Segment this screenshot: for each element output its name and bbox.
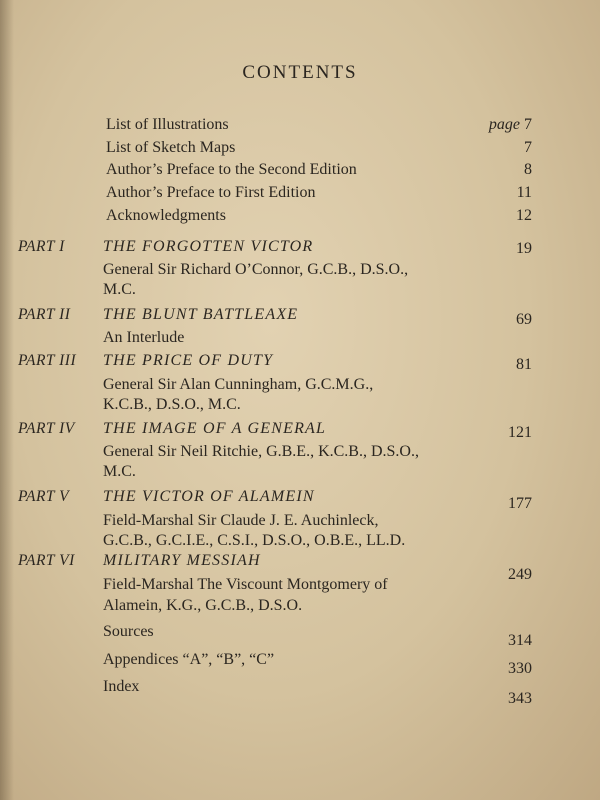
- part-title: THE BLUNT BATTLEAXE: [103, 306, 299, 323]
- part-page: 19: [516, 240, 532, 257]
- toc-page-preface-first: 11: [516, 184, 532, 201]
- toc-page-sources: 314: [508, 632, 532, 649]
- toc-page-sketch-maps: 7: [524, 139, 532, 156]
- part-label: PART VI: [18, 552, 75, 569]
- part-page: 121: [508, 424, 532, 441]
- toc-page-illustrations: [489, 116, 532, 134]
- part-title: THE VICTOR OF ALAMEIN: [103, 488, 315, 505]
- part-description-line: G.C.B., G.C.I.E., C.S.I., D.S.O., O.B.E., LL.D.: [103, 532, 406, 549]
- part-label: PART II: [18, 306, 71, 323]
- toc-entry-illustrations: List of Illustrations: [106, 116, 229, 133]
- part-description-line: Field-Marshal Sir Claude J. E. Auchinleck,: [103, 512, 379, 529]
- toc-entry-appendices: Appendices “A”, “B”, “C”: [103, 651, 275, 668]
- part-label: PART IV: [18, 420, 75, 437]
- toc-page-acknowledgments: 12: [516, 207, 532, 224]
- part-description-line: General Sir Alan Cunningham, G.C.M.G.,: [103, 376, 374, 393]
- part-description-line: Alamein, K.G., G.C.B., D.S.O.: [103, 597, 303, 614]
- toc-entry-sketch-maps: List of Sketch Maps: [106, 139, 236, 156]
- page-word: page: [488, 116, 520, 133]
- part-page: 177: [508, 495, 532, 512]
- toc-page-index: 343: [508, 690, 532, 707]
- part-description-line: M.C.: [103, 463, 136, 480]
- part-page: 81: [516, 356, 532, 373]
- toc-entry-index: Index: [103, 678, 140, 695]
- part-title: MILITARY MESSIAH: [103, 552, 261, 569]
- toc-entry-acknowledgments: Acknowledgments: [106, 207, 226, 224]
- part-description-line: K.C.B., D.S.O., M.C.: [103, 396, 241, 413]
- part-description-line: An Interlude: [103, 329, 185, 346]
- toc-entry-preface-first: Author’s Preface to First Edition: [106, 184, 316, 201]
- toc-page-appendices: 330: [508, 660, 532, 677]
- part-label: PART III: [18, 352, 77, 369]
- part-title: THE PRICE OF DUTY: [103, 352, 274, 369]
- part-description-line: M.C.: [103, 281, 136, 298]
- part-description-line: General Sir Neil Ritchie, G.B.E., K.C.B., D.S.O.,: [103, 443, 419, 460]
- contents-heading: CONTENTS: [242, 62, 358, 83]
- toc-entry-preface-second: Author’s Preface to the Second Edition: [106, 161, 357, 178]
- part-page: 69: [516, 311, 532, 328]
- page-gutter-shadow: [0, 0, 14, 800]
- toc-entry-sources: Sources: [103, 623, 154, 640]
- part-title: THE IMAGE OF A GENERAL: [103, 420, 327, 437]
- page-number: 7: [524, 116, 532, 133]
- part-label: PART V: [18, 488, 70, 505]
- part-title: THE FORGOTTEN VICTOR: [103, 238, 314, 255]
- part-description-line: General Sir Richard O’Connor, G.C.B., D.S.O.,: [103, 261, 409, 278]
- part-label: PART I: [18, 238, 65, 255]
- part-page: 249: [508, 566, 532, 583]
- part-description-line: Field-Marshal The Viscount Montgomery of: [103, 576, 388, 593]
- toc-page-preface-second: 8: [524, 161, 532, 178]
